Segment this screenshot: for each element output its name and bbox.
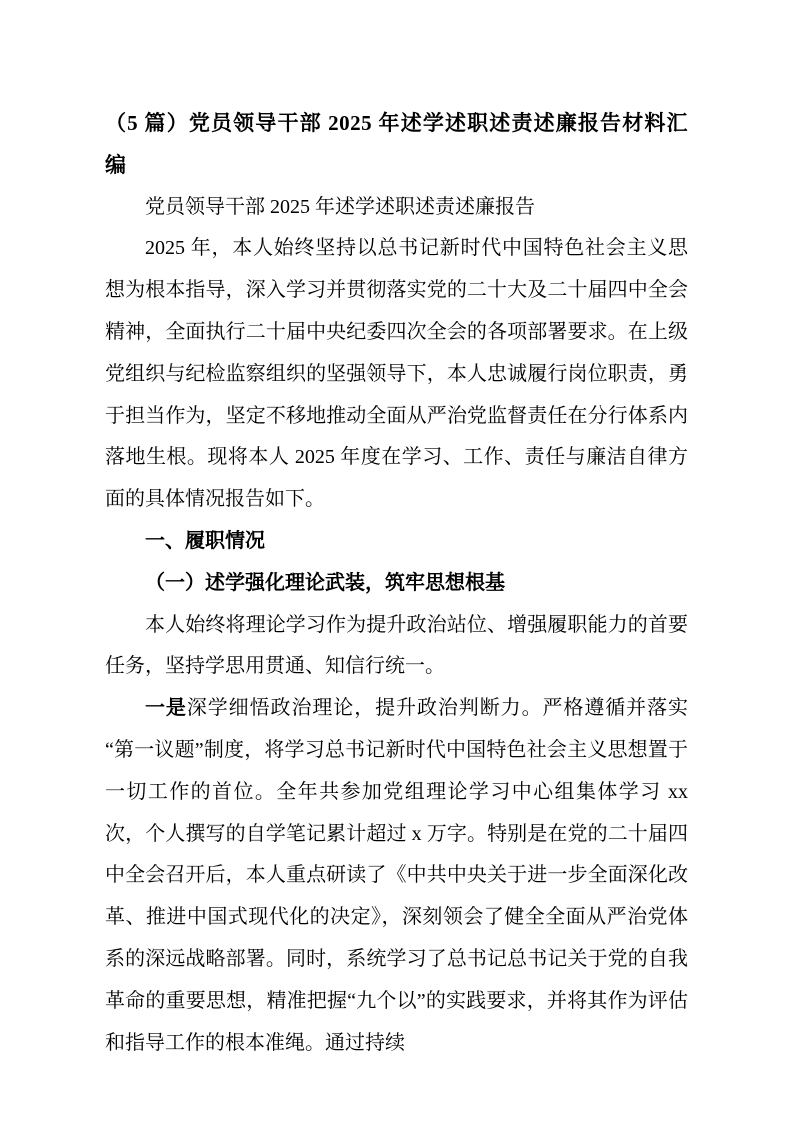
subsection-heading-study: （一）述学强化理论武装，筑牢思想根基 (145, 571, 505, 594)
paragraph-point-one (105, 688, 688, 1064)
intro-paragraph: 2025 年，本人始终坚持以总书记新时代中国特色社会主义思想为根本指导，深入学习并贯彻落实党的二十大及二十届四中全会精神，全面执行二十届中央纪委四次全会的各项部署要求。在上级党组织与纪检监察组织的坚强领导下，本人忠诚履行岗位职责，勇于担当作为，坚定不移地推动全面从严治党监督责任在分行体系内落地生根。现将本人 2025 年度在学习、工作、责任与廉洁自律方面的具体情况报告如下。 (105, 237, 688, 511)
section-heading-performance: 一、履职情况 (145, 529, 265, 552)
doc-subtitle: 党员领导干部 2025 年述学述职述责述廉报告 (145, 195, 535, 218)
doc-title: （5 篇）党员领导干部 2025 年述学述职述责述廉报告材料汇编 (105, 111, 688, 177)
bold-lead-run: 一是 (145, 697, 187, 720)
paragraph-theory-study: 本人始终将理论学习作为提升政治站位、增强履职能力的首要任务，坚持学思用贯通、知信行统一。 (105, 613, 688, 678)
body-text-run: 深学细悟政治理论，提升政治判断力。严格遵循并落实“第一议题”制度，将学习总书记新时代中国特色社会主义思想置于一切工作的首位。全年共参加党组理论学习中心组集体学习 xx 次，个人撰写的自学笔记累计超过 x 万字。特别是在党的二十届四中全会召开后，本人重点研读了《中共中央关于进一步全面深化改革、推进中国式现代化的决定》，深刻领会了健全全面从严治党体系的深远战略部署。同时，系统学习了总书记总书记关于党的自我革命的重要思想，精准把握“九个以”的实践要求，并将其作为评估和指导工作的根本准绳。通过持续 (105, 697, 689, 1054)
